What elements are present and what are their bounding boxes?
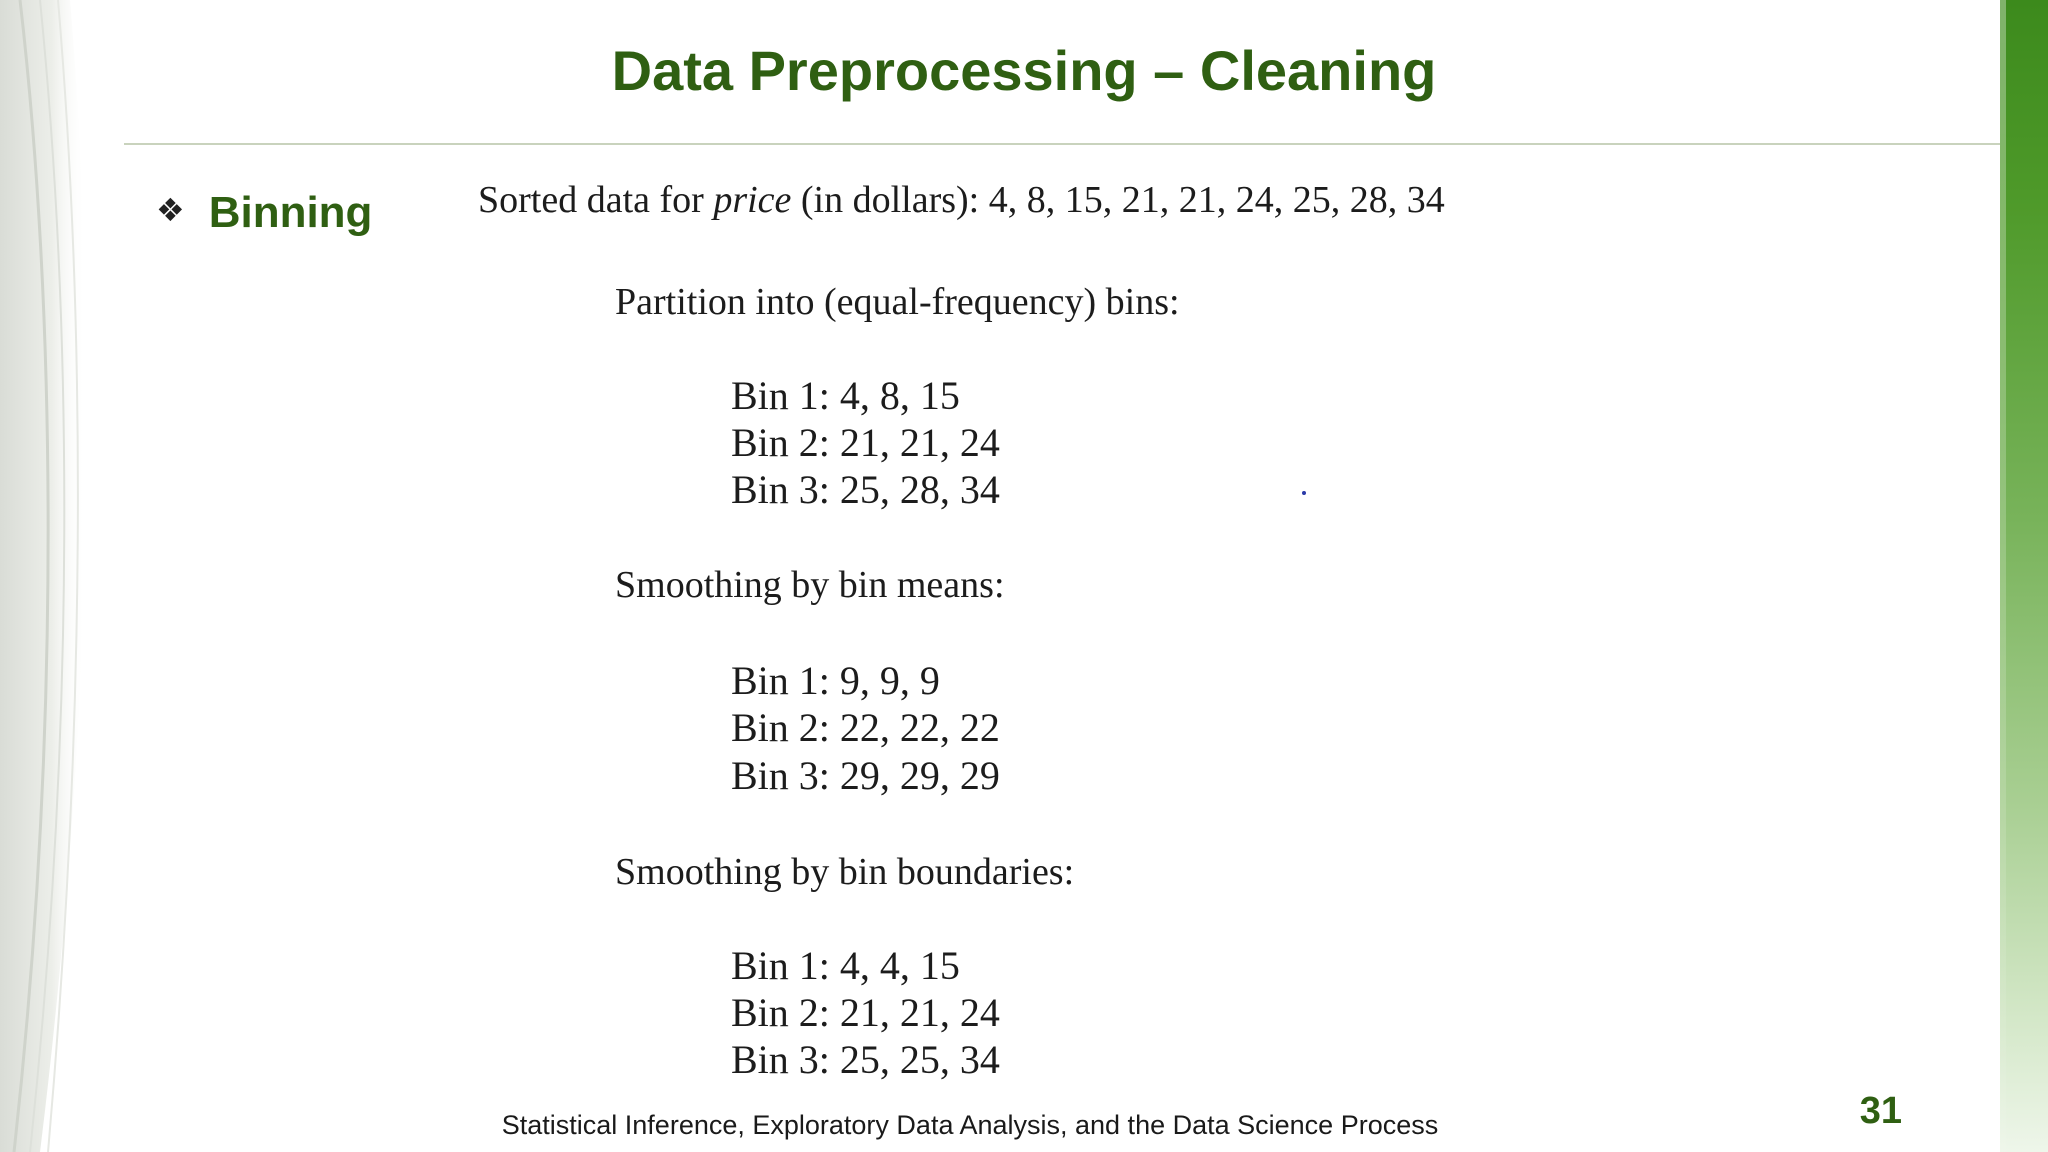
means-heading: Smoothing by bin means: bbox=[615, 564, 1005, 606]
sorted-data-line bbox=[478, 178, 1445, 222]
boundaries-bin-2: Bin 2: 21, 21, 24 bbox=[731, 990, 1000, 1035]
means-bin-3: Bin 3: 29, 29, 29 bbox=[731, 753, 1000, 798]
slide-title: Data Preprocessing – Cleaning bbox=[611, 39, 1437, 102]
sorted-values: (in dollars): 4, 8, 15, 21, 21, 24, 25, 28, 34 bbox=[791, 179, 1445, 221]
sorted-attribute: price bbox=[713, 179, 792, 221]
boundaries-bin-3: Bin 3: 25, 25, 34 bbox=[731, 1037, 1000, 1082]
slide-footer: Statistical Inference, Exploratory Data Analysis, and the Data Science Process bbox=[501, 1110, 1439, 1140]
boundaries-heading: Smoothing by bin boundaries: bbox=[615, 851, 1075, 893]
bullet-label: Binning bbox=[208, 188, 373, 237]
means-bin-2: Bin 2: 22, 22, 22 bbox=[731, 705, 1000, 750]
partition-bin-3: Bin 3: 25, 28, 34 bbox=[731, 467, 1000, 512]
stray-dot bbox=[1302, 491, 1306, 495]
partition-heading: Partition into (equal-frequency) bins: bbox=[615, 281, 1180, 323]
sorted-prefix: Sorted data for bbox=[478, 179, 714, 221]
boundaries-bin-1: Bin 1: 4, 4, 15 bbox=[731, 943, 960, 988]
page-number: 31 bbox=[1859, 1090, 1902, 1132]
diamond-bullet-icon: ❖ bbox=[156, 191, 185, 229]
partition-bin-1: Bin 1: 4, 8, 15 bbox=[731, 373, 960, 418]
means-bin-1: Bin 1: 9, 9, 9 bbox=[731, 658, 940, 703]
partition-bin-2: Bin 2: 21, 21, 24 bbox=[731, 420, 1000, 465]
